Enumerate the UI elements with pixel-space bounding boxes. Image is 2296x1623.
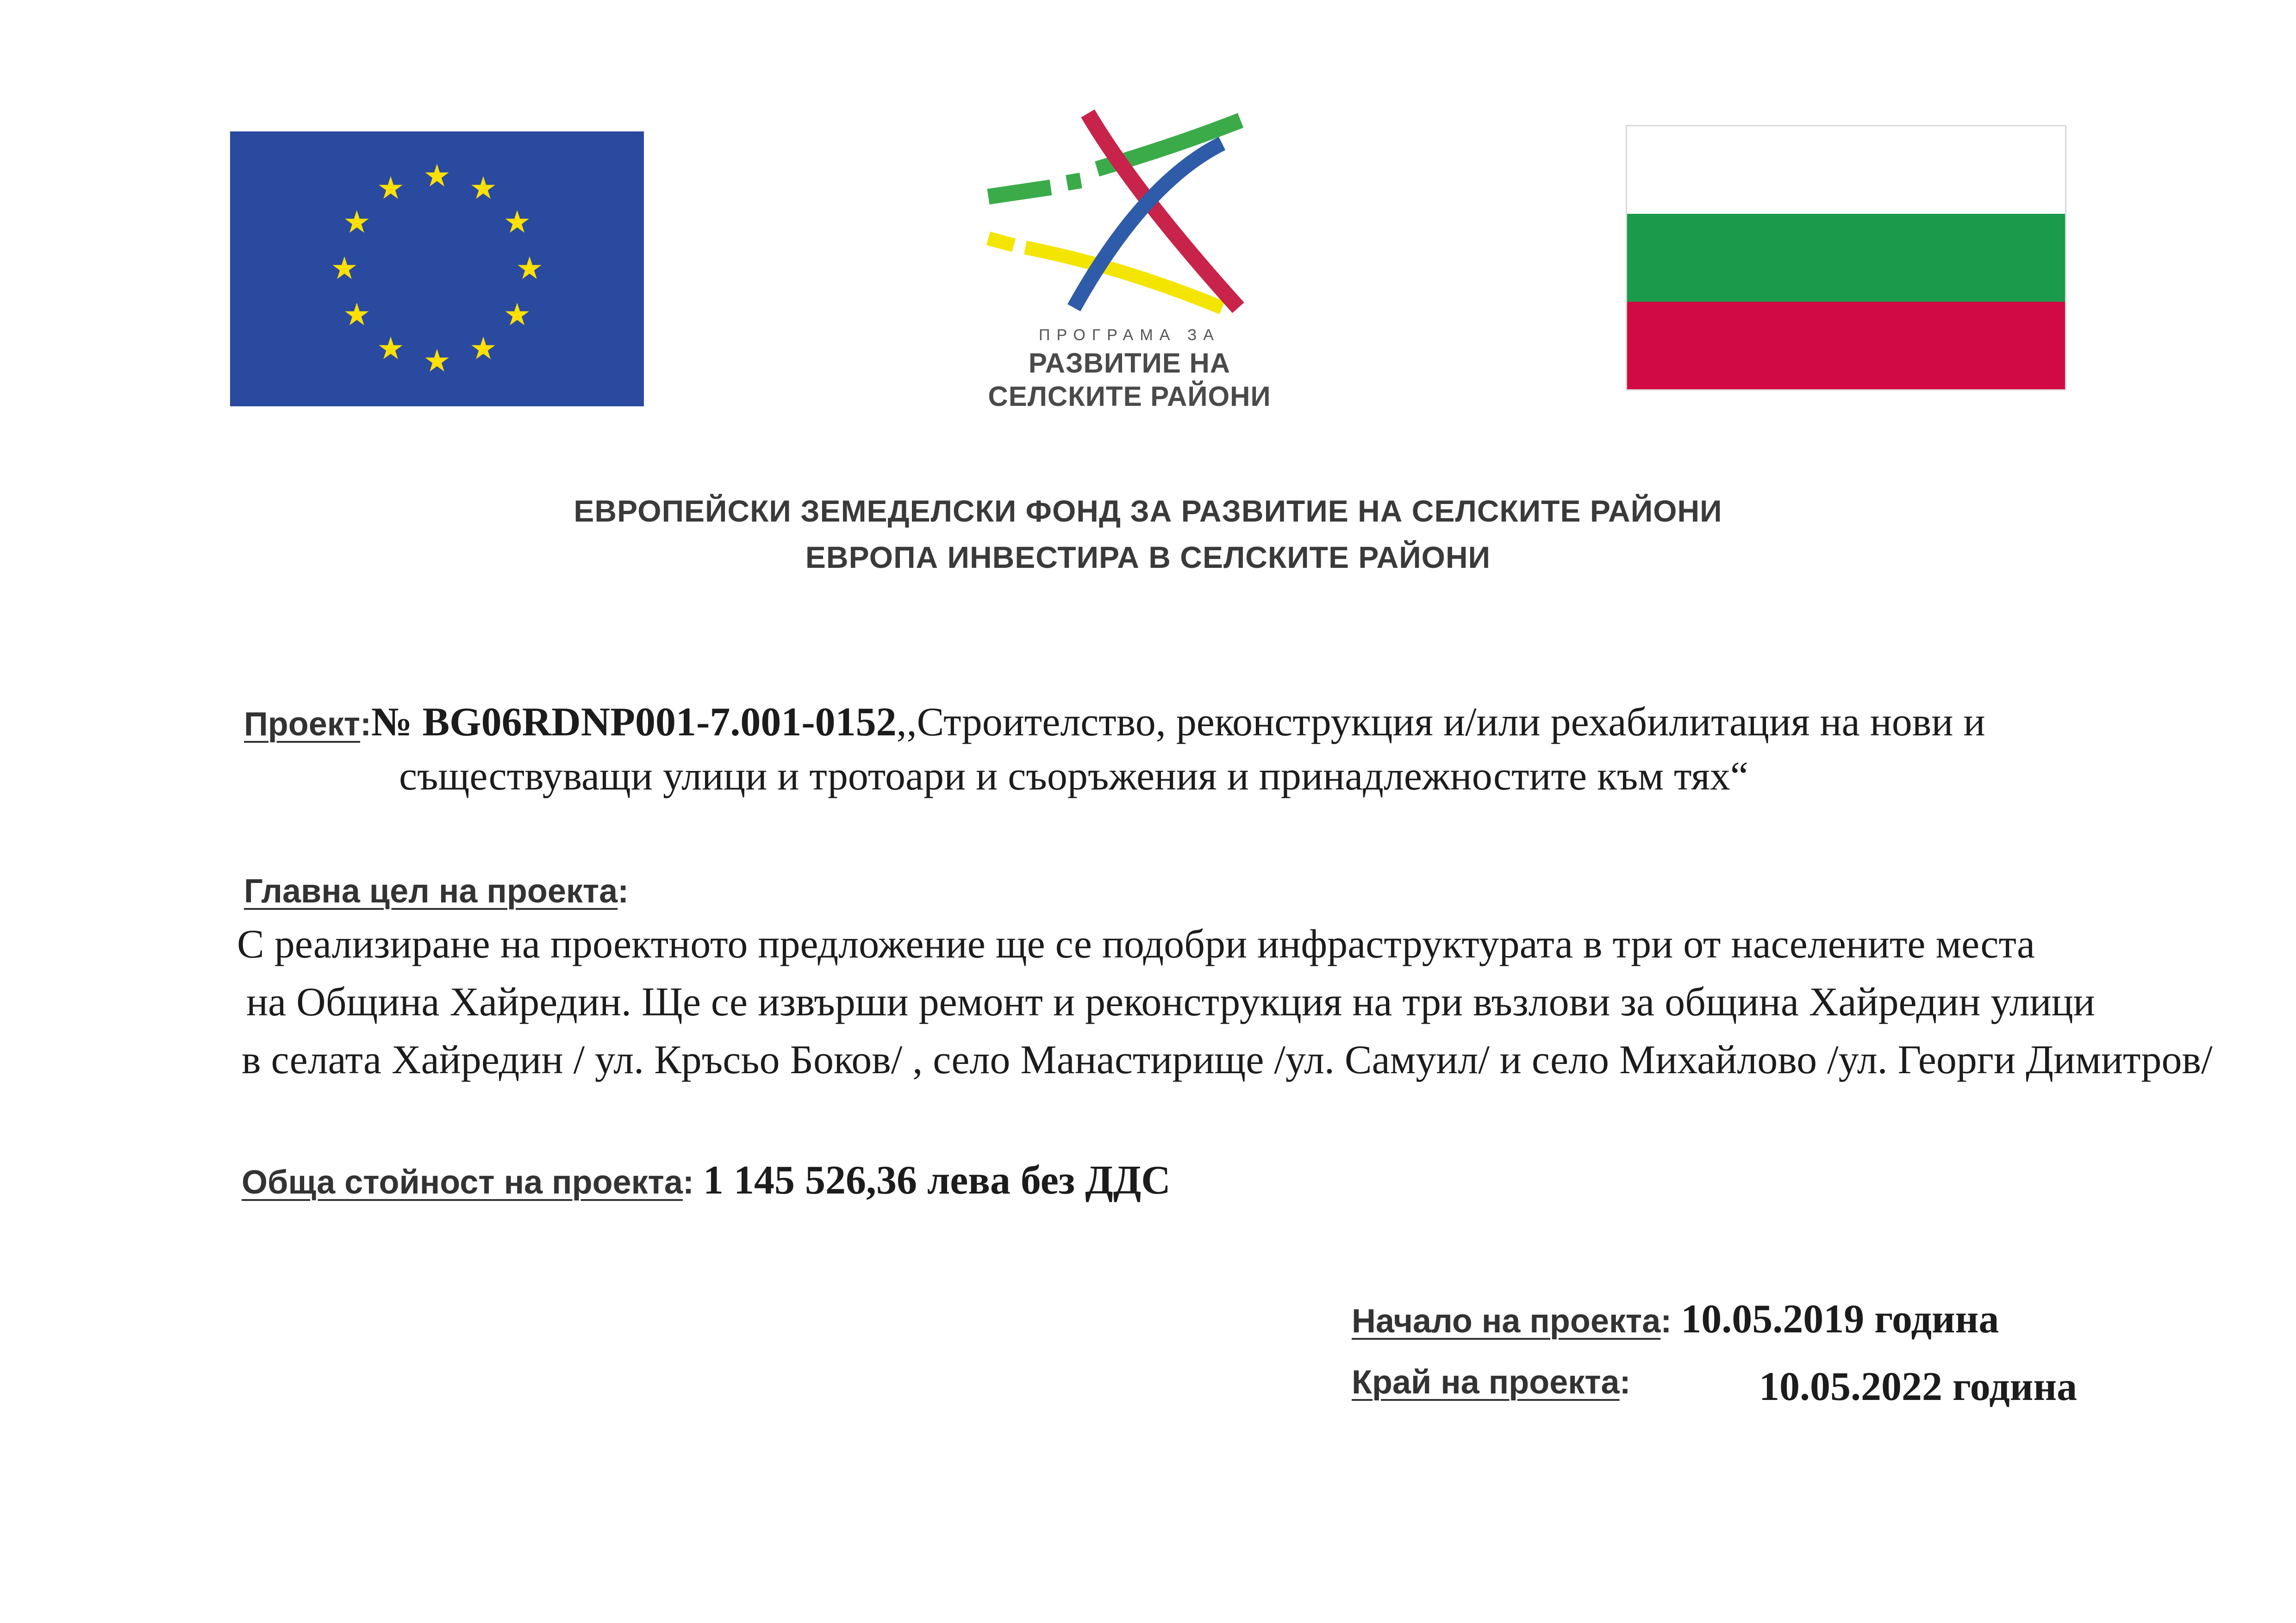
goal-text-line3: в селата Хайредин / ул. Кръсьо Боков/ , село Манастирище /ул. Самуил/ и село Михайлово /ул. Георги Димитров/ xyxy=(242,1038,2213,1082)
project-value xyxy=(242,1157,1171,1204)
colon: : xyxy=(682,1164,703,1201)
end-label: Край на проекта xyxy=(1352,1364,1620,1401)
start-date: 10.05.2019 година xyxy=(1681,1297,1999,1342)
start-label: Начало на проекта xyxy=(1352,1303,1661,1340)
colon: : xyxy=(618,873,629,910)
fund-title: ЕВРОПЕЙСКИ ЗЕМЕДЕЛСКИ ФОНД ЗА РАЗВИТИЕ НА СЕЛСКИТЕ РАЙОНИ xyxy=(574,494,1722,528)
fund-subtitle: ЕВРОПА ИНВЕСТИРА В СЕЛСКИТЕ РАЙОНИ xyxy=(805,540,1491,574)
project-number: № BG06RDNP001-7.001-0152 xyxy=(371,700,897,745)
logo-caption-line2: РАЗВИТИЕ НА xyxy=(1028,348,1231,379)
project-label: Проект xyxy=(244,706,361,743)
flag-stripe-white xyxy=(1627,126,2065,214)
colon: : xyxy=(1660,1303,1681,1340)
goal-text-line2: на Община Хайредин. Ще се извърши ремонт и реконструкция на три възлови за община Хайредин улици xyxy=(246,980,2095,1025)
colon: : xyxy=(1619,1364,1631,1401)
eu-flag-icon xyxy=(230,131,644,406)
rural-development-programme-logo xyxy=(963,104,1296,419)
logo-caption-line1: ПРОГРАМА ЗА xyxy=(1039,326,1220,344)
flag-stripe-red xyxy=(1627,302,2065,389)
project-section xyxy=(244,699,1985,746)
end-date: 10.05.2022 година xyxy=(1759,1364,2078,1409)
flag-stripe-green xyxy=(1627,214,2065,301)
goal-heading xyxy=(244,872,629,910)
project-title-line2: съществуващи улици и тротоари и съоръжения и принадлежностите към тях“ xyxy=(399,754,1748,799)
project-end xyxy=(1352,1363,2078,1409)
goal-text-line1: С реализиране на проектното предложение ще се подобри инфраструктурата в три от населените места xyxy=(237,922,2035,967)
value-label: Обща стойност на проекта xyxy=(242,1164,683,1201)
bulgarian-flag-icon xyxy=(1626,125,2066,391)
goal-label: Главна цел на проекта xyxy=(244,873,618,910)
logo-caption-line3: СЕЛСКИТЕ РАЙОНИ xyxy=(988,381,1271,412)
project-title-line1: ,,Строителство, реконструкция и/или рехабилитация на нови и xyxy=(896,700,1985,745)
colon: : xyxy=(360,706,372,743)
project-start xyxy=(1352,1296,1999,1343)
value-amount: 1 145 526,36 лева без ДДС xyxy=(703,1158,1171,1203)
rdp-emblem-icon xyxy=(981,104,1278,322)
